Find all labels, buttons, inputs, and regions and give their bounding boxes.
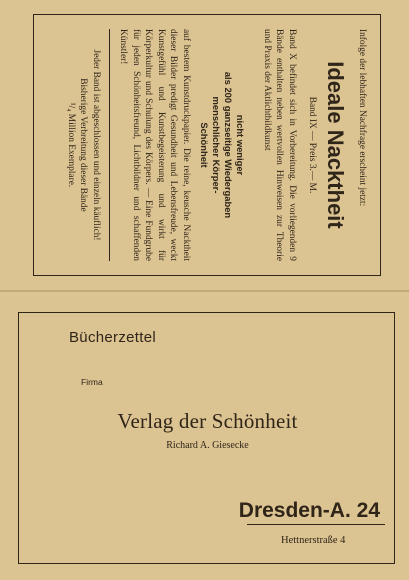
description-paragraph-2: auf bestem Kunstdruckpapier. Die reine, keusche Nacktheit dieser Bilder predigt Gesundheit und Lebensfreude, weckt Kunstgefühl und Kunstbegeisterung und wirkt für Körperkultur und Schulung des Körpers. — Eine Fundgrube für jeden Schönheitsfreund, Lichtbildner und schaffenden Künstler!	[118, 29, 191, 261]
emphasis-line: als 200 ganzseitige Wiedergaben	[223, 71, 234, 219]
emphasis-line: nicht weniger	[235, 114, 246, 176]
announcement-panel	[33, 14, 381, 276]
closing-line: Jeder Band ist abgeschlossen und einzeln käuflich!	[91, 49, 101, 241]
description-paragraph-1: Band X befindet sich in Vorbereitung. Die vorliegenden 9 Bände enthalten neben wertvollen Hinweisen zur Theorie und Praxis der Aktlichtbildkunst	[261, 29, 297, 261]
intro-text: Infolge der lebhaften Nachfrage erscheint jetzt:	[357, 29, 367, 207]
closing-notes	[64, 29, 102, 261]
slip-heading: Bücherzettel	[69, 329, 156, 346]
volume-price-line: Band IX — Preis 3.— M.	[307, 96, 317, 194]
firma-label: Firma	[81, 377, 103, 387]
emphasis-block	[198, 25, 246, 265]
closing-line: Bisherige Verbreitung dieser Bände	[78, 78, 89, 212]
company-name: Verlag der Schönheit	[117, 409, 298, 433]
fold-line	[0, 290, 409, 292]
divider	[109, 29, 110, 261]
city-address: Dresden-A. 24	[238, 499, 380, 522]
contact-person: Richard A. Giesecke	[166, 440, 249, 451]
order-slip-panel	[18, 312, 395, 564]
street-address: Hettnerstraße 4	[281, 535, 346, 546]
emphasis-line: menschlicher Körper-	[211, 96, 222, 194]
book-title: Ideale Nacktheit	[323, 61, 348, 229]
city-underline	[247, 524, 385, 525]
emphasis-line: Schönheit	[199, 122, 210, 168]
rotated-announcement-text	[42, 25, 372, 265]
closing-line: ¹/₄ Million Exemplare.	[65, 102, 76, 188]
